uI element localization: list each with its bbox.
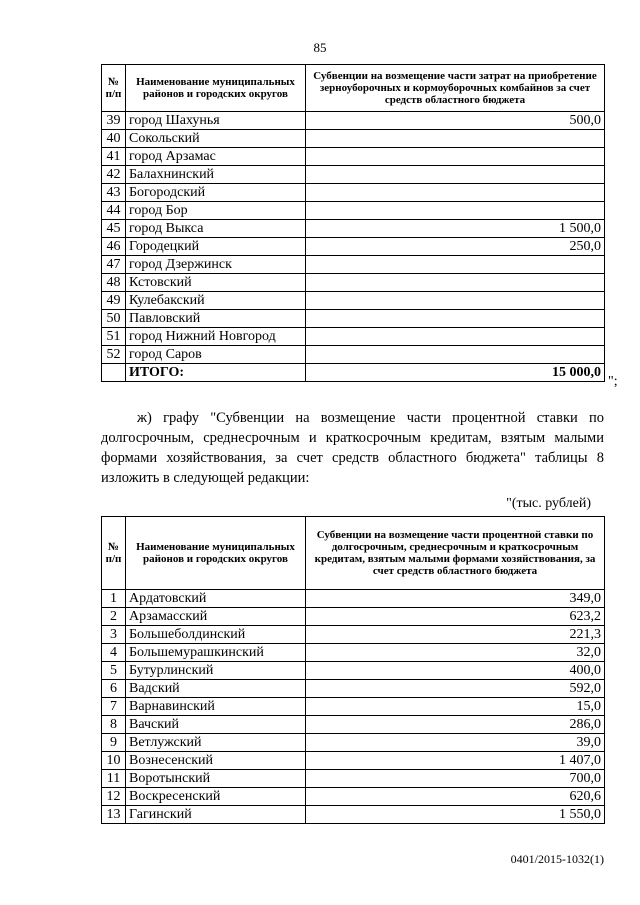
row-value — [306, 130, 605, 148]
table-row — [102, 698, 605, 716]
total-value: 15 000,0 — [306, 364, 605, 382]
table-row — [102, 590, 605, 608]
row-value: 1 550,0 — [306, 806, 605, 824]
header-name: Наименование муниципальных районов и городских округов — [126, 517, 306, 590]
table-row — [102, 716, 605, 734]
table-row — [102, 130, 605, 148]
closing-quote-mark: "; — [608, 374, 618, 389]
row-number: 49 — [102, 292, 126, 310]
row-name: Воротынский — [126, 770, 306, 788]
table-row — [102, 752, 605, 770]
table-row — [102, 626, 605, 644]
row-value: 15,0 — [306, 698, 605, 716]
row-number: 47 — [102, 256, 126, 274]
row-number: 12 — [102, 788, 126, 806]
row-number: 43 — [102, 184, 126, 202]
row-name: Ардатовский — [126, 590, 306, 608]
row-number: 8 — [102, 716, 126, 734]
table-row — [102, 112, 605, 130]
row-value: 286,0 — [306, 716, 605, 734]
row-name: Балахнинский — [126, 166, 306, 184]
row-number: 48 — [102, 274, 126, 292]
table-row — [102, 274, 605, 292]
row-value: 1 407,0 — [306, 752, 605, 770]
table-row — [102, 328, 605, 346]
row-name: Гагинский — [126, 806, 306, 824]
table-row — [102, 256, 605, 274]
row-value: 1 500,0 — [306, 220, 605, 238]
row-name: Большемурашкинский — [126, 644, 306, 662]
row-number: 1 — [102, 590, 126, 608]
row-name: город Саров — [126, 346, 306, 364]
row-name: город Бор — [126, 202, 306, 220]
table-row — [102, 806, 605, 824]
amendment-paragraph — [101, 408, 604, 488]
row-name: Арзамасский — [126, 608, 306, 626]
paragraph-text: графу "Субвенции на возмещение части процентной ставки по долгосрочным, среднесрочным и краткосрочным кредитам, взятым малыми формами хозяйствования, за счет средств областного бюджета" таблицы 8 изложить в следующей редакции: — [101, 410, 604, 486]
row-number: 2 — [102, 608, 126, 626]
total-label: ИТОГО: — [126, 364, 306, 382]
row-number: 52 — [102, 346, 126, 364]
table-row — [102, 680, 605, 698]
row-name: Воскресенский — [126, 788, 306, 806]
table-row — [102, 202, 605, 220]
table-row — [102, 292, 605, 310]
row-name: Бутурлинский — [126, 662, 306, 680]
row-value — [306, 292, 605, 310]
row-name: город Нижний Новгород — [126, 328, 306, 346]
row-value: 700,0 — [306, 770, 605, 788]
row-number: 11 — [102, 770, 126, 788]
table-row — [102, 770, 605, 788]
table-row — [102, 148, 605, 166]
document-code: 0401/2015-1032(1) — [510, 852, 604, 866]
row-name: Вачский — [126, 716, 306, 734]
subsidy-table-interest — [101, 516, 605, 824]
row-name: Сокольский — [126, 130, 306, 148]
row-number: 5 — [102, 662, 126, 680]
row-value: 39,0 — [306, 734, 605, 752]
table-row — [102, 220, 605, 238]
row-number: 50 — [102, 310, 126, 328]
row-value: 32,0 — [306, 644, 605, 662]
table-row — [102, 734, 605, 752]
row-name: Вадский — [126, 680, 306, 698]
table-row — [102, 644, 605, 662]
row-name: город Выкса — [126, 220, 306, 238]
row-number: 51 — [102, 328, 126, 346]
row-number: 3 — [102, 626, 126, 644]
row-value — [306, 184, 605, 202]
row-number: 10 — [102, 752, 126, 770]
table-row — [102, 310, 605, 328]
row-number: 45 — [102, 220, 126, 238]
row-number: 4 — [102, 644, 126, 662]
row-value: 400,0 — [306, 662, 605, 680]
table-row — [102, 184, 605, 202]
row-value: 592,0 — [306, 680, 605, 698]
total-empty-cell — [102, 364, 126, 382]
row-value — [306, 346, 605, 364]
header-value: Субвенции на возмещение части затрат на приобретение зерноуборочных и кормоуборочных комбайнов за счет средств областного бюджета — [306, 65, 605, 112]
row-name: Вознесенский — [126, 752, 306, 770]
table-row — [102, 238, 605, 256]
row-number: 6 — [102, 680, 126, 698]
row-value — [306, 166, 605, 184]
page-number: 85 — [313, 40, 327, 55]
table-header-row — [102, 517, 605, 590]
row-value: 250,0 — [306, 238, 605, 256]
subsidy-table-combines — [101, 64, 605, 382]
row-name: Ветлужский — [126, 734, 306, 752]
row-number: 9 — [102, 734, 126, 752]
row-name: Кулебакский — [126, 292, 306, 310]
row-number: 41 — [102, 148, 126, 166]
table-row — [102, 166, 605, 184]
row-name: город Арзамас — [126, 148, 306, 166]
row-name: Кстовский — [126, 274, 306, 292]
row-name: Богородский — [126, 184, 306, 202]
header-value: Субвенции на возмещение части процентной ставки по долгосрочным, среднесрочным и краткосрочным кредитам, взятым малыми формами хозяйствования, за счет средств областного бюджета — [306, 517, 605, 590]
header-number: № п/п — [102, 65, 126, 112]
row-value: 623,2 — [306, 608, 605, 626]
row-number: 40 — [102, 130, 126, 148]
row-value: 221,3 — [306, 626, 605, 644]
row-value: 349,0 — [306, 590, 605, 608]
row-number: 13 — [102, 806, 126, 824]
row-value — [306, 274, 605, 292]
row-name: Павловский — [126, 310, 306, 328]
row-value — [306, 148, 605, 166]
row-number: 42 — [102, 166, 126, 184]
table-row — [102, 608, 605, 626]
row-value — [306, 310, 605, 328]
table-row — [102, 662, 605, 680]
table-row — [102, 346, 605, 364]
row-name: город Шахунья — [126, 112, 306, 130]
row-number: 7 — [102, 698, 126, 716]
table-row — [102, 788, 605, 806]
row-number: 39 — [102, 112, 126, 130]
row-value: 500,0 — [306, 112, 605, 130]
header-number: № п/п — [102, 517, 126, 590]
row-value — [306, 256, 605, 274]
row-value — [306, 202, 605, 220]
header-name: Наименование муниципальных районов и городских округов — [126, 65, 306, 112]
table-header-row — [102, 65, 605, 112]
row-name: Варнавинский — [126, 698, 306, 716]
units-note: "(тыс. рублей) — [506, 496, 591, 511]
row-name: город Дзержинск — [126, 256, 306, 274]
row-name: Большеболдинский — [126, 626, 306, 644]
row-value — [306, 328, 605, 346]
paragraph-lead: ж) — [137, 410, 152, 426]
row-name: Городецкий — [126, 238, 306, 256]
row-number: 46 — [102, 238, 126, 256]
row-value: 620,6 — [306, 788, 605, 806]
total-row — [102, 364, 605, 382]
row-number: 44 — [102, 202, 126, 220]
